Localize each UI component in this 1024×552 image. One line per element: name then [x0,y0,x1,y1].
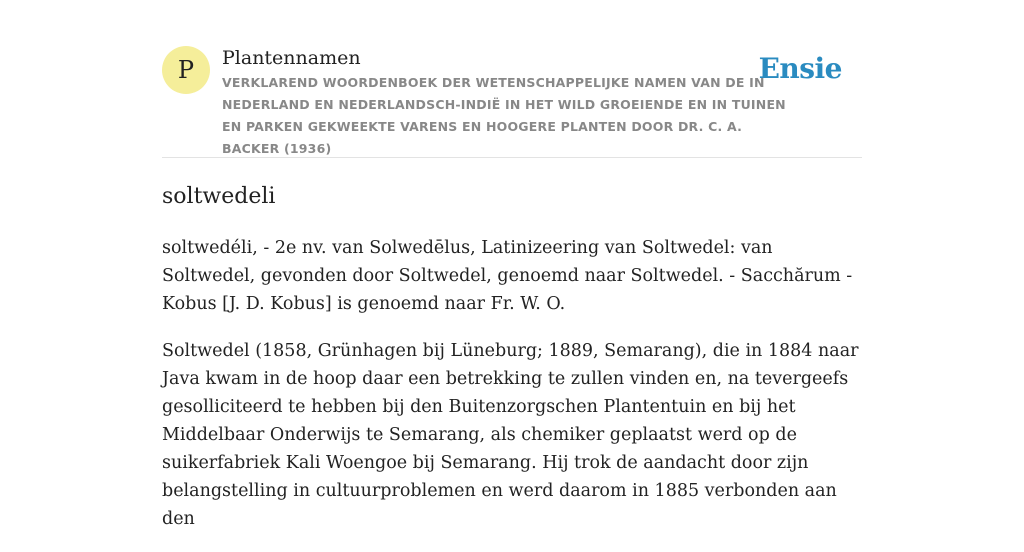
book-title[interactable]: Plantennamen [222,47,361,69]
header [162,44,862,157]
entry-paragraph: Soltwedel (1858, Grünhagen bij Lüneburg; 1889, Semarang), die in 1884 naar Java kwam in de hoop daar een betrekking te zullen vinden en, na tevergeefs gesolliciteerd te hebben bij den Buitenzorgschen Plantentuin en bij het Middelbaar Onderwijs te Semarang, als chemiker geplaatst werd op de suikerfabriek Kali Woengoe bij Semarang. Hij trok de aandacht door zijn belangstelling in cultuurproblemen en werd daarom in 1885 verbonden aan den [162,341,859,529]
entry-body [162,234,862,552]
book-avatar[interactable]: P [162,46,210,94]
entry-title: soltwedeli [162,184,276,209]
book-description: VERKLAREND WOORDENBOEK DER WETENSCHAPPELIJKE NAMEN VAN DE IN NEDERLAND EN NEDERLANDSCH-INDIË IN HET WILD GROEIENDE EN IN TUINEN EN PARKEN GEKWEEKTE VARENS EN HOOGERE PLANTEN DOOR DR. C. A. BACKER (1936) [222,75,786,156]
ensie-logo-link[interactable]: Ensie [758,52,842,85]
entry-paragraph: soltwedéli, - 2e nv. van Solwedēlus, Latinizeering van Soltwedel: van Soltwedel, gevonden door Soltwedel, genoemd naar Soltwedel. - Sacchărum - Kobus [J. D. Kobus] is genoemd naar Fr. W. O. [162,238,853,314]
header-divider [162,157,862,158]
